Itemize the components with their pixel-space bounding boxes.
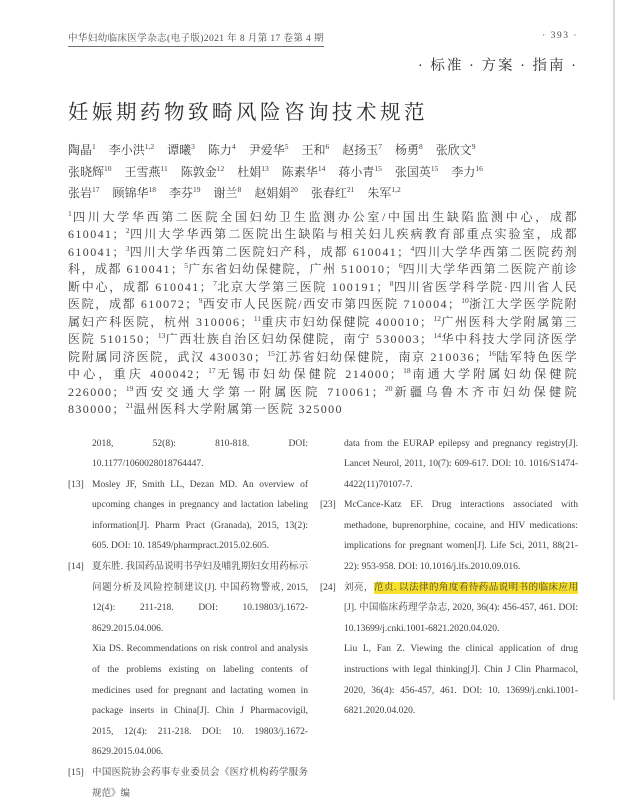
affiliation-text: 江苏省妇幼保健院，南京 210036； bbox=[275, 350, 488, 364]
reference-number: [24] bbox=[320, 578, 336, 599]
affiliation-text: 四川大学华西第二医院妇产科，成都 610041； bbox=[130, 245, 411, 259]
highlighted-text: 范贞. 以法律的角度看待药品说明书的临床应用 bbox=[374, 582, 578, 594]
author-affiliation-number: 20 bbox=[290, 185, 298, 194]
author-affiliation-number: 1,2 bbox=[391, 185, 400, 194]
affiliation-text: 温州医科大学附属第一医院 325000 bbox=[133, 402, 343, 416]
affiliation-number: 4 bbox=[411, 244, 415, 253]
author: 王雪燕$^{11}$ bbox=[125, 165, 168, 179]
author-affiliation-number: 16 bbox=[475, 164, 483, 173]
reference-number: [23] bbox=[320, 495, 336, 516]
author-affiliation-number: 1 bbox=[92, 142, 96, 151]
affiliation-text: 四川省医学科学院·四川省人民医院，成都 610072； bbox=[68, 280, 578, 312]
affiliation-number: 16 bbox=[488, 349, 496, 358]
author-affiliation-number: 14 bbox=[318, 164, 326, 173]
author: 杨勇$^8$ bbox=[395, 143, 423, 157]
author-affiliation-number: 21 bbox=[347, 185, 355, 194]
author: 陈力$^4$ bbox=[208, 143, 236, 157]
affiliation-text: 四川大学华西第二医院药剂科，成都 610041； bbox=[68, 245, 578, 277]
affiliation-text: 广州医科大学附属第三医院 510150； bbox=[68, 315, 578, 347]
author-line bbox=[68, 138, 578, 160]
reference-number: [15] bbox=[68, 763, 84, 784]
author: 顾锦华$^{18}$ bbox=[113, 186, 157, 200]
reference-text: 夏东胜. 我国药品说明书孕妇及哺乳期妇女用药标示问题分析及风险控制建议[J]. 中国药物警戒, 2015, 12(4): 211-218. DOI: 10.19803/j.1672-8629.2015.04.006. bbox=[92, 562, 308, 634]
reference-paragraph bbox=[92, 475, 308, 557]
author: 陈敦金$^{12}$ bbox=[181, 165, 225, 179]
author: 杜娟$^{13}$ bbox=[237, 165, 269, 179]
author-affiliation-number: 8 bbox=[419, 142, 423, 151]
author-affiliation-number: 15 bbox=[431, 164, 439, 173]
author-affiliation-number: 8 bbox=[238, 185, 242, 194]
reference-text: McCance-Katz EF. Drug interactions associated with methadone, buprenorphine, cocaine, and HIV medications: implications for pregnant women[J]. Life Sci, 2011, 88(21-22): 953-958. DOI: 10.1016/j.lfs.2010.09.016. bbox=[344, 500, 578, 572]
author-line bbox=[68, 160, 578, 182]
affiliation-text: 浙江大学医学院附属妇产科医院，杭州 310006； bbox=[68, 297, 578, 329]
reference-text: Xia DS. Recommendations on risk control and analysis of the problems existing on labeling contents of medicines used for pregnant and lactating women in package inserts in China[J]. Chin J Pharmacovigil, 2015, 12(4): 211-218. DOI: 10. 19803/j.1672-8629.2015.04.006. bbox=[92, 644, 308, 757]
reference-paragraph bbox=[92, 639, 308, 763]
affiliation-number: 9 bbox=[199, 296, 203, 305]
affiliation-text: 四川大学华西第二医院产前诊断中心，成都 610041； bbox=[68, 262, 578, 294]
reference-paragraph bbox=[344, 434, 578, 496]
affiliation-number: 17 bbox=[208, 366, 216, 375]
references bbox=[68, 434, 578, 804]
reference-paragraph bbox=[344, 578, 578, 640]
author-affiliation-number: 3 bbox=[191, 142, 195, 151]
affiliation-text: 西安市人民医院/西安市第四医院 710004； bbox=[202, 297, 461, 311]
reference-entry bbox=[68, 475, 308, 557]
affiliation-number: 6 bbox=[399, 261, 403, 270]
affiliation-text: 四川大学华西第二医院全国妇幼卫生监测办公室/中国出生缺陷监测中心，成都 610041； bbox=[68, 210, 578, 242]
page-header bbox=[68, 30, 578, 47]
affiliation-number: 3 bbox=[126, 244, 130, 253]
affiliation-text: 广东省妇幼保健院，广州 510010； bbox=[188, 262, 399, 276]
affiliation-text: 华中科技大学同济医学院附属同济医院，武汉 430030； bbox=[68, 332, 578, 364]
author-affiliation-number: 1,2 bbox=[145, 142, 154, 151]
reference-number: [13] bbox=[68, 475, 84, 496]
author-affiliation-number: 18 bbox=[149, 185, 157, 194]
affiliations bbox=[68, 207, 578, 417]
reference-paragraph bbox=[344, 495, 578, 577]
affiliation-number: 2 bbox=[126, 226, 130, 235]
affiliation-number: 13 bbox=[158, 331, 166, 340]
affiliation-text: 西安交通大学第一附属医院 710061； bbox=[133, 385, 385, 399]
affiliation-number: 14 bbox=[434, 331, 442, 340]
reference-text: Mosley JF, Smith LL, Dezan MD. An overview of upcoming changes in pregnancy and lactation labeling information[J]. Pharm Pract (Granada), 2015, 13(2): 605. DOI: 10. 18549/pharmpract.2015.02.605. bbox=[92, 480, 308, 552]
affiliation-number: 21 bbox=[126, 401, 134, 410]
reference-number: [14] bbox=[68, 557, 84, 578]
reference-paragraph bbox=[92, 434, 308, 475]
author: 张晓辉$^{10}$ bbox=[68, 165, 112, 179]
affiliation-number: 20 bbox=[385, 384, 393, 393]
journal-title: 中华妇幼临床医学杂志(电子版)2021 年 8 月第 17 卷第 4 期 bbox=[68, 30, 324, 47]
reference-text: 2018, 52(8): 810-818. DOI: 10.1177/1060028018764447. bbox=[92, 439, 308, 470]
affiliation-text: 北京大学第三医院 100191； bbox=[217, 280, 390, 294]
author-line bbox=[68, 181, 578, 203]
affiliation-text: 四川大学华西第二医院出生缺陷与相关妇儿疾病教育部重点实验室，成都 610041； bbox=[68, 227, 578, 259]
affiliation-text: 无锡市妇幼保健院 214000； bbox=[216, 367, 404, 381]
author: 张国英$^{15}$ bbox=[395, 165, 439, 179]
article-title: 妊娠期药物致畸风险咨询技术规范 bbox=[68, 95, 578, 125]
affiliation-text: 重庆市妇幼保健院 400010； bbox=[261, 315, 433, 329]
reference-text: Liu L, Fan Z. Viewing the clinical application of drug instructions with legal thinking[J]. Chin J Clin Pharmacol, 2020, 36(4): 456-457, 461. DOI: 10. 13699/j.cnki.1001-6821.2020.04.020. bbox=[344, 644, 578, 716]
author: 张春红$^{21}$ bbox=[311, 186, 355, 200]
affiliation-text: 广西壮族自治区妇幼保健院，南宁 530003； bbox=[165, 332, 433, 346]
author: 陶晶$^1$ bbox=[68, 143, 96, 157]
references-right-column bbox=[320, 434, 578, 804]
author-affiliation-number: 17 bbox=[92, 185, 100, 194]
author-affiliation-number: 7 bbox=[378, 142, 382, 151]
reference-text: 中国医院协会药事专业委员会《医疗机构药学服务规范》编 bbox=[92, 768, 308, 799]
affiliation-text: 南通大学附属妇幼保健院 226000； bbox=[68, 367, 578, 399]
affiliation-number: 12 bbox=[433, 314, 441, 323]
reference-entry bbox=[68, 763, 308, 804]
author: 尹爱华$^5$ bbox=[249, 143, 289, 157]
author: 赵娟娟$^{20}$ bbox=[254, 186, 298, 200]
affiliation-number: 10 bbox=[461, 296, 469, 305]
author: 陈素华$^{14}$ bbox=[282, 165, 326, 179]
reference-paragraph bbox=[92, 557, 308, 639]
author: 蒋小青$^{15}$ bbox=[338, 165, 382, 179]
author: 朱军$^{1,2}$ bbox=[367, 186, 400, 200]
affiliation-number: 8 bbox=[390, 279, 394, 288]
section-label: · 标准 · 方案 · 指南 · bbox=[68, 54, 578, 75]
author: 李力$^{16}$ bbox=[451, 165, 483, 179]
affiliation-number: 1 bbox=[68, 209, 72, 218]
reference-entry bbox=[320, 578, 578, 722]
reference-paragraph bbox=[92, 763, 308, 804]
reference-paragraph bbox=[344, 639, 578, 721]
reference-text: data from the EURAP epilepsy and pregnancy registry[J]. Lancet Neurol, 2011, 10(7): 609-617. DOI: 10. 1016/S1474-4422(11)70107-7. bbox=[344, 439, 578, 490]
author-affiliation-number: 10 bbox=[104, 164, 112, 173]
scan-edge-line bbox=[613, 0, 615, 700]
reference-entry bbox=[320, 434, 578, 496]
author-affiliation-number: 19 bbox=[193, 185, 201, 194]
affiliation-number: 19 bbox=[126, 384, 134, 393]
reference-text: 刘亮， bbox=[344, 583, 374, 593]
reference-entry bbox=[320, 495, 578, 577]
author: 张岩$^{17}$ bbox=[68, 186, 100, 200]
affiliation-number: 7 bbox=[213, 279, 217, 288]
author-affiliation-number: 13 bbox=[261, 164, 269, 173]
author: 张欣文$^9$ bbox=[436, 143, 476, 157]
reference-entry bbox=[68, 434, 308, 475]
references-left-column bbox=[68, 434, 308, 804]
author: 王和$^6$ bbox=[301, 143, 329, 157]
reference-entry bbox=[68, 557, 308, 763]
author-affiliation-number: 11 bbox=[161, 164, 168, 173]
author-affiliation-number: 12 bbox=[217, 164, 225, 173]
author: 李小洪$^{1,2}$ bbox=[109, 143, 154, 157]
affiliation-text: 陆军特色医学中心，重庆 400042； bbox=[68, 350, 578, 382]
author: 李芬$^{19}$ bbox=[169, 186, 201, 200]
author: 赵扬玉$^7$ bbox=[342, 143, 382, 157]
affiliation-text: 新疆乌鲁木齐市妇幼保健院 830000； bbox=[68, 385, 578, 417]
reference-text: [J]. 中国临床药理学杂志, 2020, 36(4): 456-457, 461. DOI: 10.13699/j.cnki.1001-6821.2020.04.020. bbox=[344, 603, 578, 634]
affiliation-number: 5 bbox=[184, 261, 188, 270]
author-lines bbox=[68, 138, 578, 203]
author-affiliation-number: 15 bbox=[374, 164, 382, 173]
author: 谢兰$^8$ bbox=[214, 186, 242, 200]
author-affiliation-number: 4 bbox=[232, 142, 236, 151]
affiliation-number: 11 bbox=[254, 314, 261, 323]
affiliation-number: 18 bbox=[403, 366, 411, 375]
author-affiliation-number: 9 bbox=[472, 142, 476, 151]
page-number: · 393 · bbox=[542, 31, 578, 41]
author: 谭曦$^3$ bbox=[167, 143, 195, 157]
affiliation-number: 15 bbox=[267, 349, 275, 358]
author-affiliation-number: 6 bbox=[325, 142, 329, 151]
author-affiliation-number: 5 bbox=[285, 142, 289, 151]
